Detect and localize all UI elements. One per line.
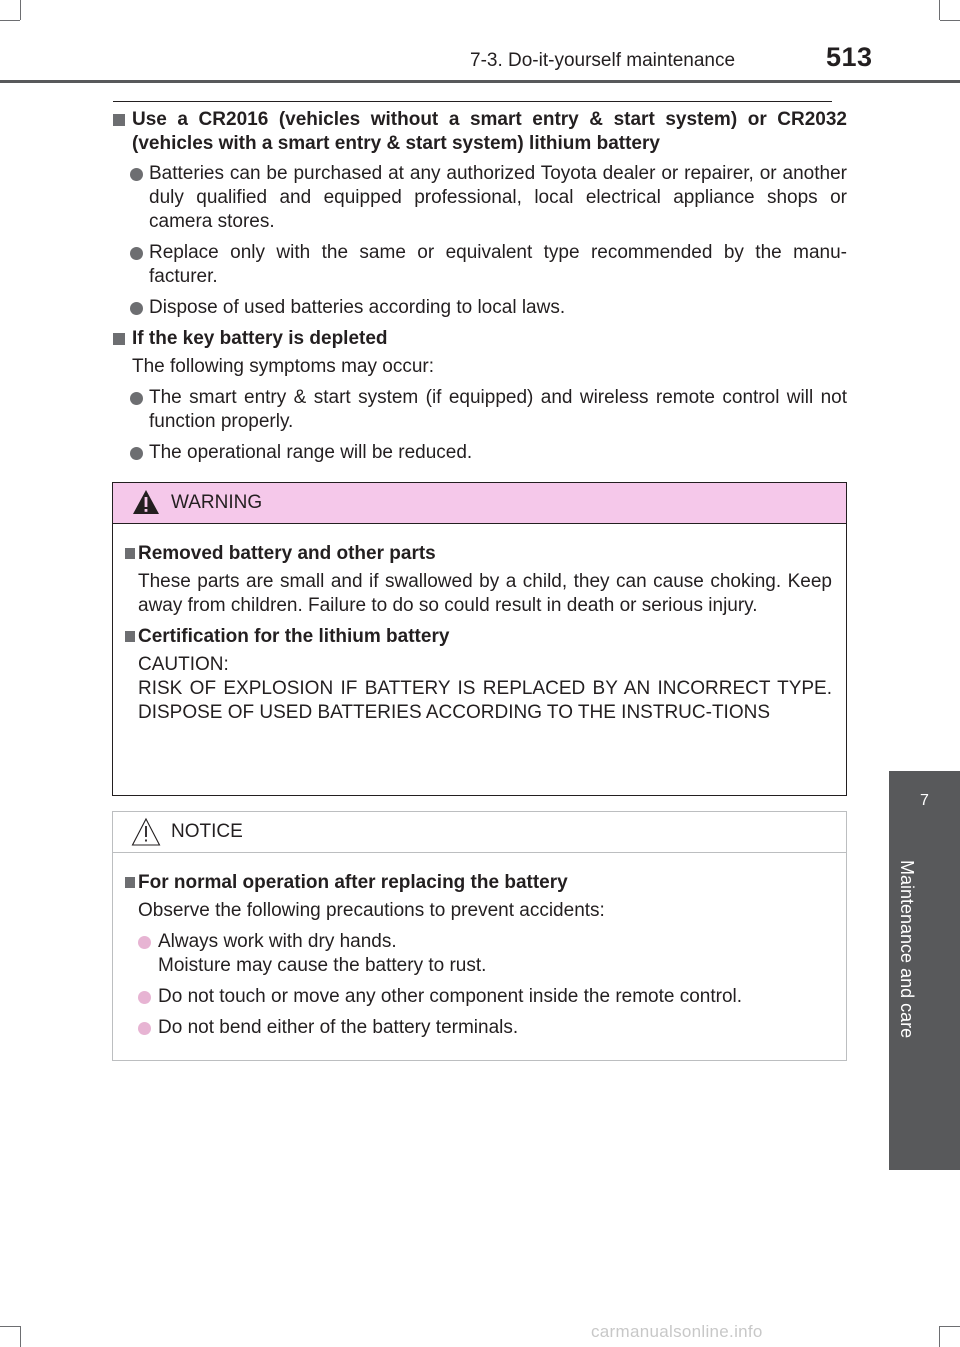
list-item: The smart entry & start system (if equipped) and wireless remote control will not function properly. — [113, 386, 847, 434]
list-item: Replace only with the same or equivalent type recommended by the manu-facturer. — [113, 241, 847, 289]
round-bullet-icon — [138, 991, 151, 1004]
round-bullet-icon — [130, 168, 143, 181]
main-content — [113, 108, 847, 465]
notice-box — [112, 811, 847, 1061]
notice-title: NOTICE — [171, 821, 243, 842]
warning-heading-parts: Removed battery and other parts — [125, 542, 832, 566]
crop-mark — [20, 0, 21, 20]
list-item: Batteries can be purchased at any authorized Toyota dealer or repairer, or another duly qualified and equipped professional, local electrical appliance shops or camera stores. — [113, 162, 847, 234]
round-bullet-icon — [130, 302, 143, 315]
square-bullet-icon — [125, 631, 135, 642]
crop-mark — [0, 20, 20, 21]
round-bullet-icon — [138, 936, 151, 949]
round-bullet-icon — [130, 392, 143, 405]
list-item: Always work with dry hands. Moisture may cause the battery to rust. — [125, 930, 832, 978]
square-bullet-icon — [113, 333, 125, 345]
list-item: Dispose of used batteries according to local laws. — [113, 296, 847, 320]
round-bullet-icon — [138, 1022, 151, 1035]
heading-battery-type: Use a CR2016 (vehicles without a smart entry & start system) or CR2032 (vehicles with a smart entry & start system) lithium battery — [113, 108, 847, 156]
round-bullet-icon — [130, 447, 143, 460]
notice-body — [113, 853, 846, 1058]
list-item: Do not touch or move any other component inside the remote control. — [125, 985, 832, 1009]
watermark: carmanualsonline.info — [591, 1322, 763, 1341]
symptoms-intro: The following symptoms may occur: — [132, 356, 434, 377]
header-rule — [0, 80, 960, 83]
square-bullet-icon — [125, 877, 135, 888]
warning-triangle-icon — [131, 488, 161, 516]
caution-label: CAUTION: — [138, 654, 229, 675]
content-rule — [113, 101, 832, 102]
warning-body — [113, 524, 846, 743]
section-title: 7-3. Do-it-yourself maintenance — [470, 50, 736, 71]
crop-mark — [939, 1326, 940, 1347]
crop-mark — [939, 0, 940, 20]
caution-text: RISK OF EXPLOSION IF BATTERY IS REPLACED BY AN INCORRECT TYPE. DISPOSE OF USED BATTERIES ACCORDING TO THE INSTRUC-TIONS — [138, 678, 832, 723]
chapter-tab-number: 7 — [889, 771, 960, 849]
crop-mark — [940, 1326, 960, 1327]
page-number: 513 — [826, 42, 873, 72]
square-bullet-icon — [125, 548, 135, 559]
notice-heading: For normal operation after replacing the battery — [125, 871, 832, 895]
round-bullet-icon — [130, 247, 143, 260]
list-item: The operational range will be reduced. — [113, 441, 847, 465]
warning-title: WARNING — [171, 492, 263, 513]
notice-text: Observe the following precautions to prevent accidents: — [138, 900, 605, 921]
warning-header — [113, 483, 846, 524]
crop-mark — [0, 1326, 20, 1327]
warning-text: These parts are small and if swallowed by a child, they can cause choking. Keep away from children. Failure to do so could result in death or serious injury. — [138, 571, 832, 616]
square-bullet-icon — [113, 114, 125, 126]
warning-heading-certification: Certification for the lithium battery — [125, 625, 832, 649]
notice-triangle-icon — [131, 817, 161, 847]
notice-header — [113, 812, 846, 853]
heading-battery-depleted: If the key battery is depleted — [113, 327, 847, 351]
list-item: Do not bend either of the battery terminals. — [125, 1016, 832, 1040]
crop-mark — [940, 20, 960, 21]
chapter-tab-label: Maintenance and care — [897, 860, 917, 1039]
crop-mark — [20, 1326, 21, 1347]
warning-box — [112, 482, 847, 796]
